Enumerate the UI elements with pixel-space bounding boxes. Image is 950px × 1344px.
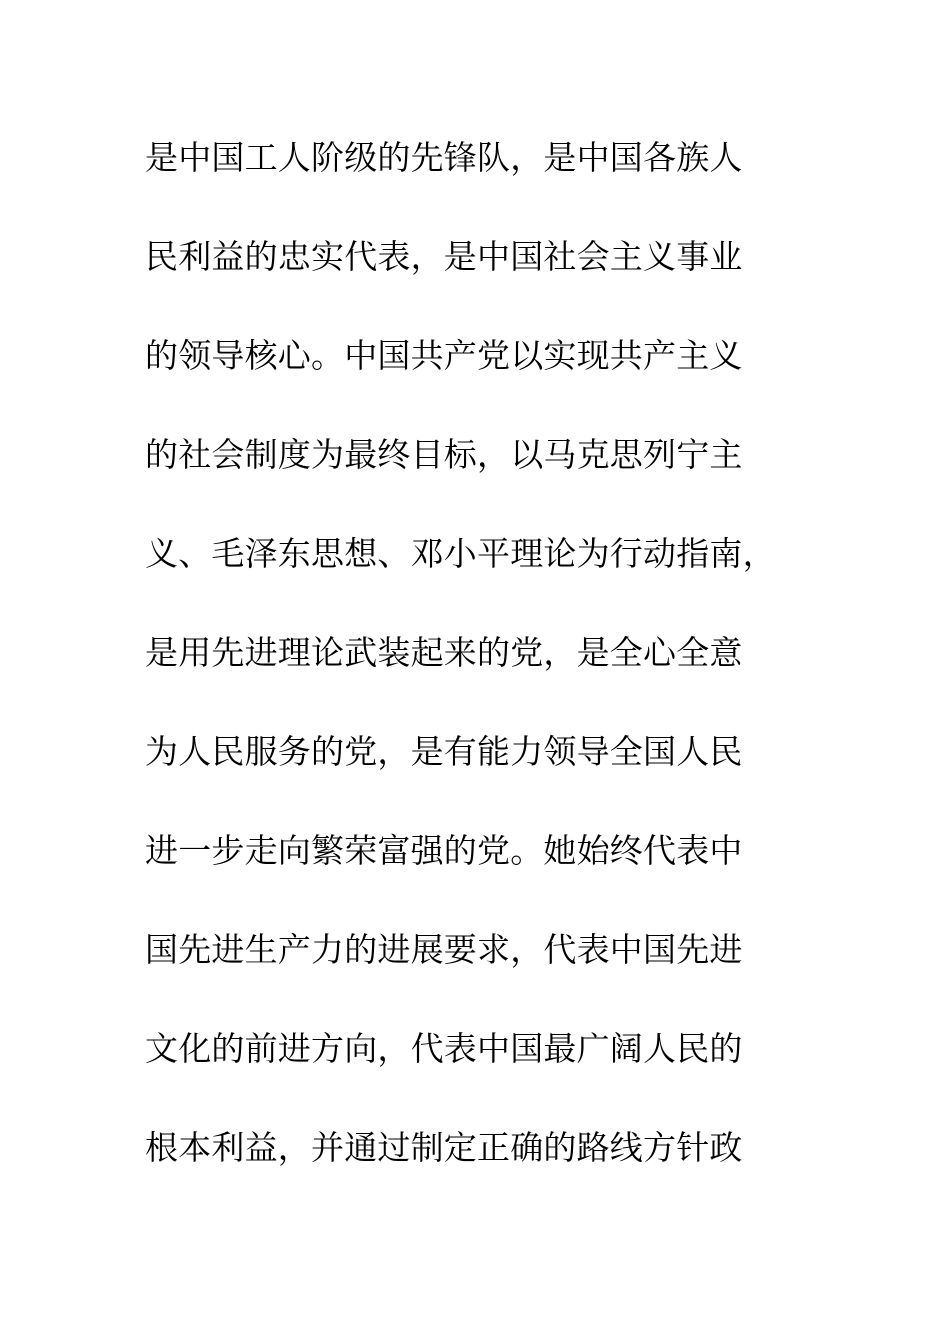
text-line-4: 的社会制度为最终目标，以马克思列宁主	[145, 435, 743, 474]
text-line-6: 是用先进理论武装起来的党，是全心全意	[145, 633, 743, 672]
text-line-11: 根本利益，并通过制定正确的路线方针政	[145, 1128, 743, 1167]
body-text	[145, 126, 825, 1215]
text-line-5: 义、毛泽东思想、邓小平理论为行动指南，	[145, 534, 776, 573]
text-line-9: 国先进生产力的进展要求，代表中国先进	[145, 930, 743, 969]
text-line-7: 为人民服务的党，是有能力领导全国人民	[145, 732, 743, 771]
text-line-10: 文化的前进方向，代表中国最广阔人民的	[145, 1029, 743, 1068]
text-line-8: 进一步走向繁荣富强的党。她始终代表中	[145, 831, 743, 870]
text-line-2: 民利益的忠实代表，是中国社会主义事业	[145, 237, 743, 276]
text-line-1: 是中国工人阶级的先锋队，是中国各族人	[145, 138, 743, 177]
text-line-3: 的领导核心。中国共产党以实现共产主义	[145, 336, 743, 375]
